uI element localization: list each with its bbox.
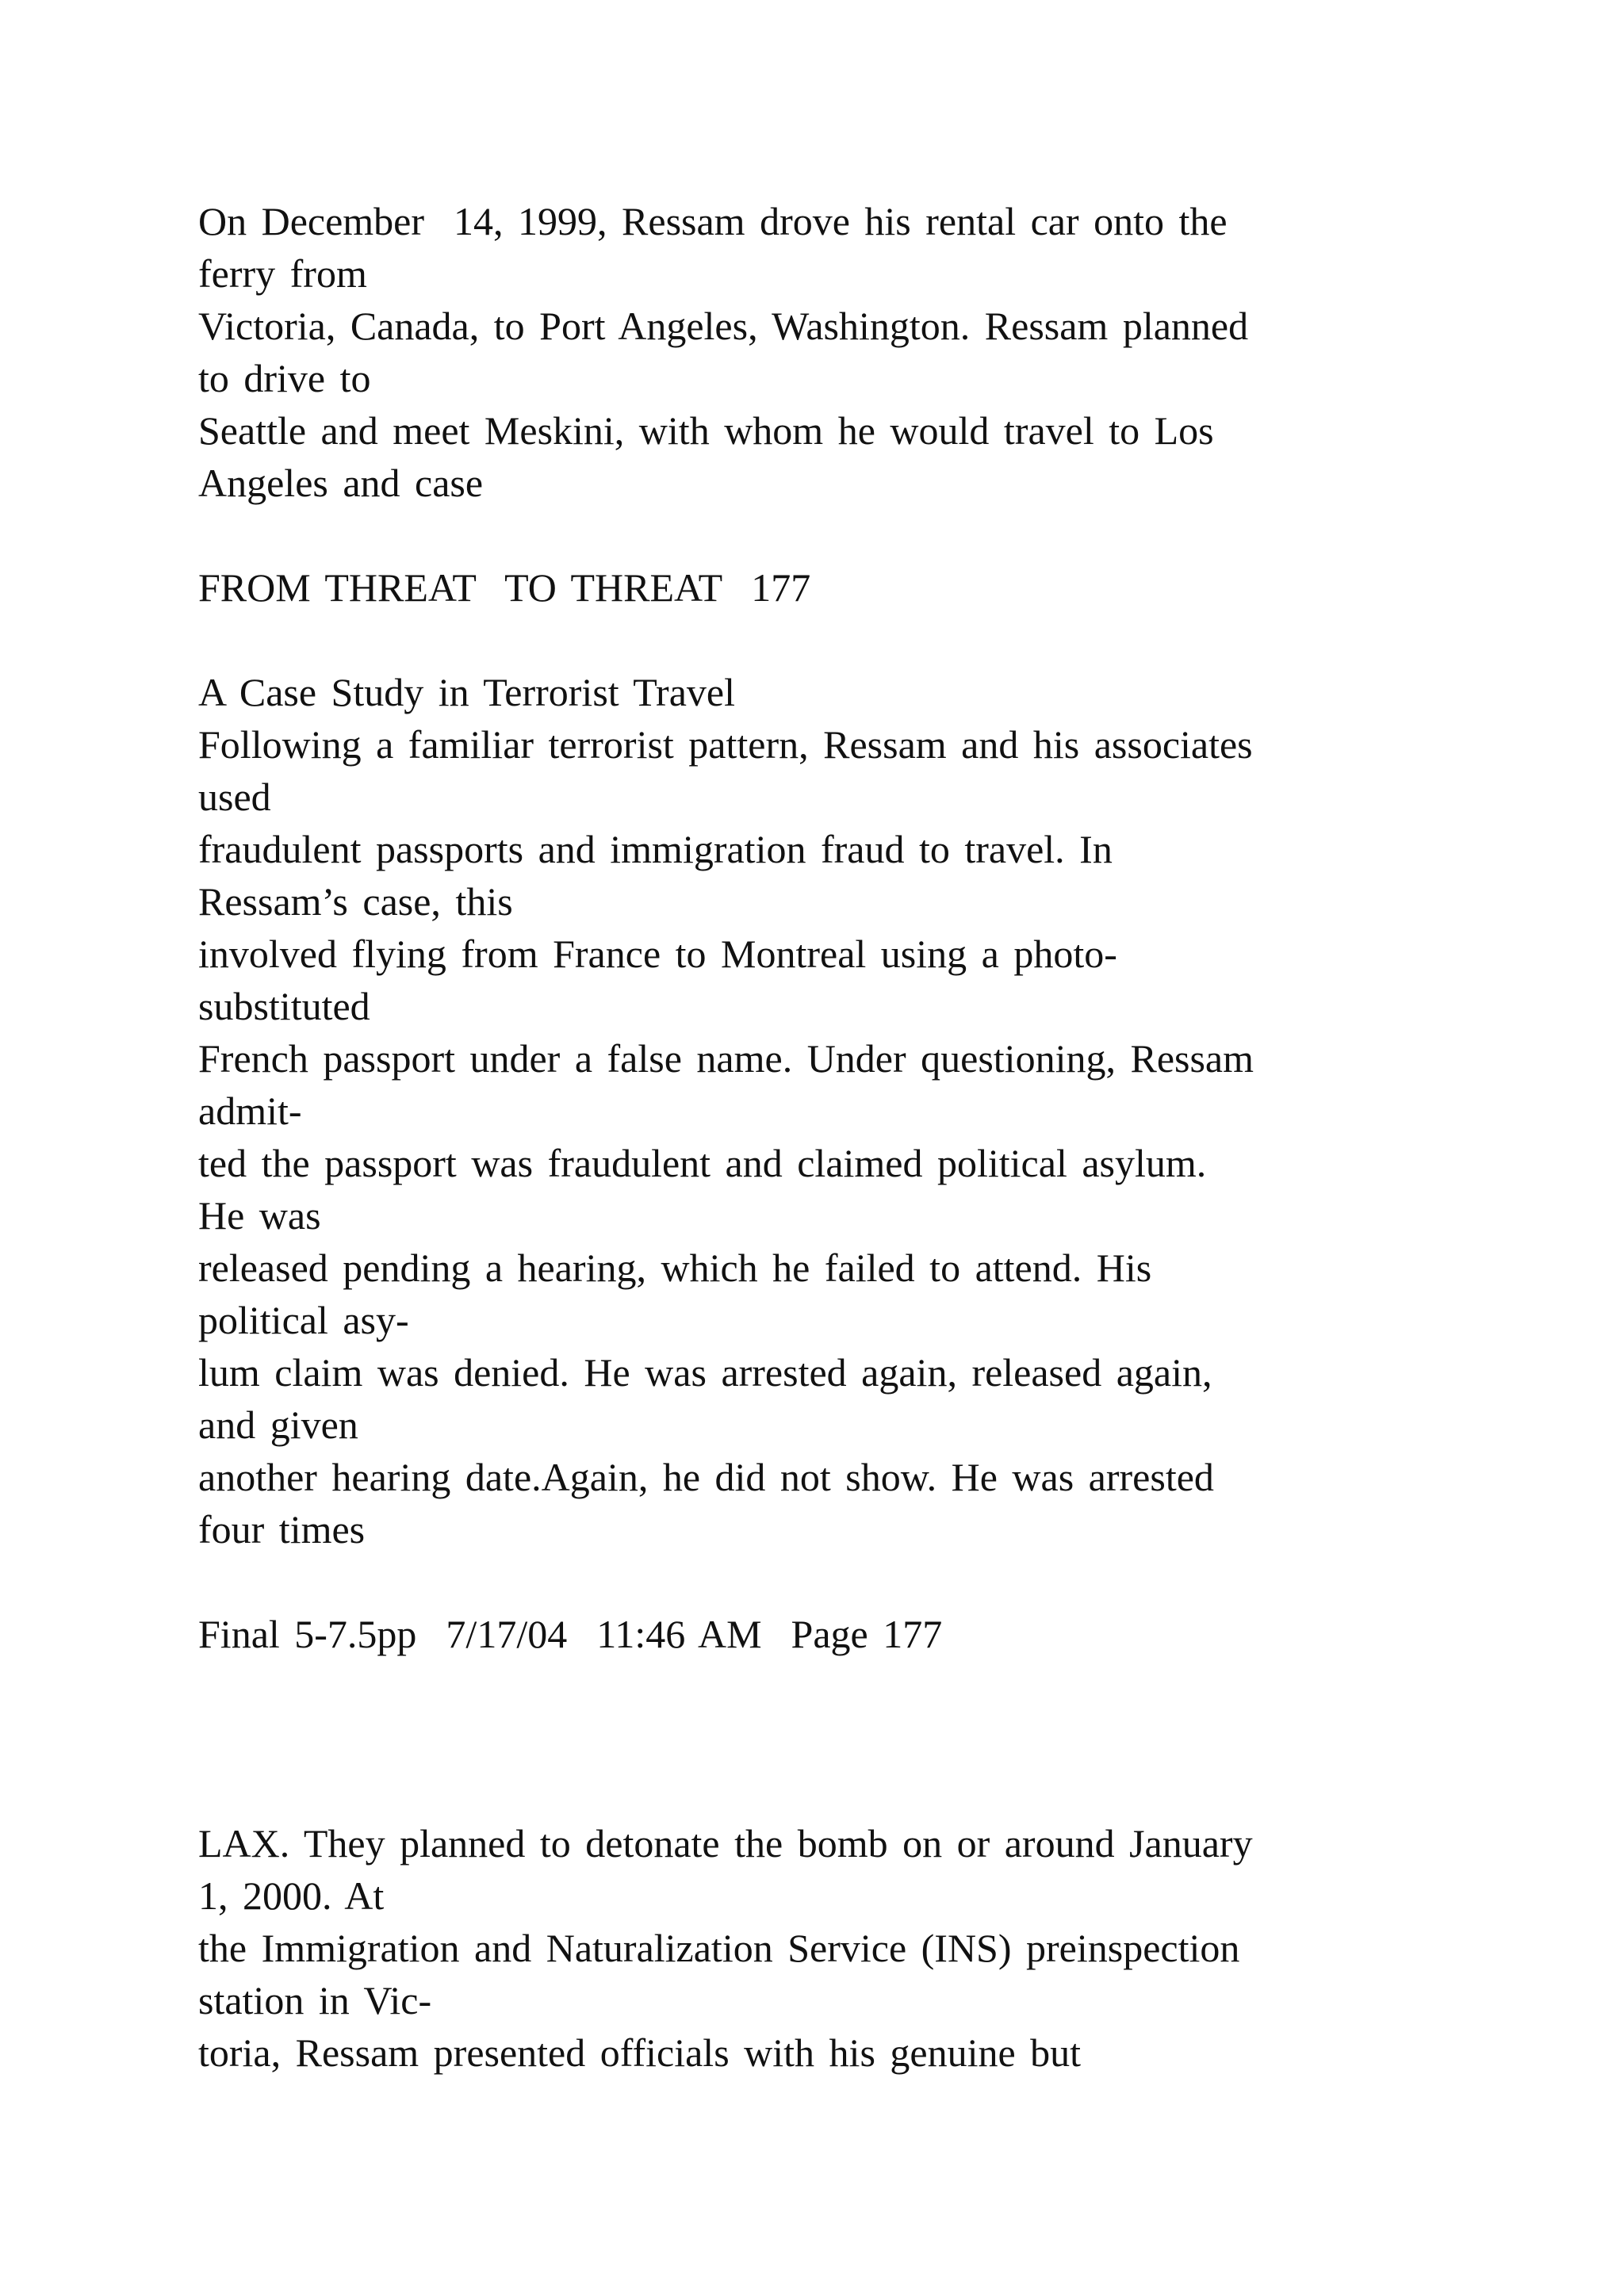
running-header: FROM THREAT TO THREAT 177: [198, 565, 811, 610]
text-line: four times: [198, 1507, 366, 1552]
text-line: Victoria, Canada, to Port Angeles, Washington. Ressam planned: [198, 304, 1249, 348]
text-line: ferry from: [198, 251, 367, 296]
text-line: political asy-: [198, 1298, 409, 1342]
text-line: Ressam’s case, this: [198, 879, 513, 924]
text-line: substituted: [198, 984, 370, 1028]
text-line: 1, 2000. At: [198, 1873, 385, 1918]
text-line: another hearing date.Again, he did not show. He was arrested: [198, 1455, 1214, 1499]
text-line: He was: [198, 1193, 321, 1238]
text-line: Angeles and case: [198, 461, 484, 505]
text-line: toria, Ressam presented officials with his genuine but: [198, 2030, 1082, 2075]
text-line: On December 14, 1999, Ressam drove his rental car onto the: [198, 199, 1228, 243]
text-line: and given: [198, 1402, 358, 1447]
page-footer: Final 5-7.5pp 7/17/04 11:46 AM Page 177: [198, 1612, 943, 1656]
text-line: Seattle and meet Meskini, with whom he would travel to Los: [198, 408, 1214, 453]
text-line: lum claim was denied. He was arrested again, released again,: [198, 1350, 1212, 1395]
text-line: ted the passport was fraudulent and claimed political asylum.: [198, 1141, 1207, 1185]
text-line: LAX. They planned to detonate the bomb on or around January: [198, 1821, 1253, 1866]
text-line: to drive to: [198, 356, 371, 400]
text-line: admit-: [198, 1089, 302, 1133]
section-heading: A Case Study in Terrorist Travel: [198, 670, 735, 714]
text-line: the Immigration and Naturalization Service (INS) preinspection: [198, 1926, 1240, 1970]
text-line: French passport under a false name. Under questioning, Ressam: [198, 1036, 1254, 1081]
text-line: Following a familiar terrorist pattern, Ressam and his associates: [198, 722, 1253, 767]
text-line: released pending a hearing, which he failed to attend. His: [198, 1246, 1152, 1290]
text-line: fraudulent passports and immigration fraud to travel. In: [198, 827, 1113, 871]
text-line: involved flying from France to Montreal using a photo-: [198, 932, 1117, 976]
text-line: station in Vic-: [198, 1978, 432, 2022]
text-line: used: [198, 775, 271, 819]
